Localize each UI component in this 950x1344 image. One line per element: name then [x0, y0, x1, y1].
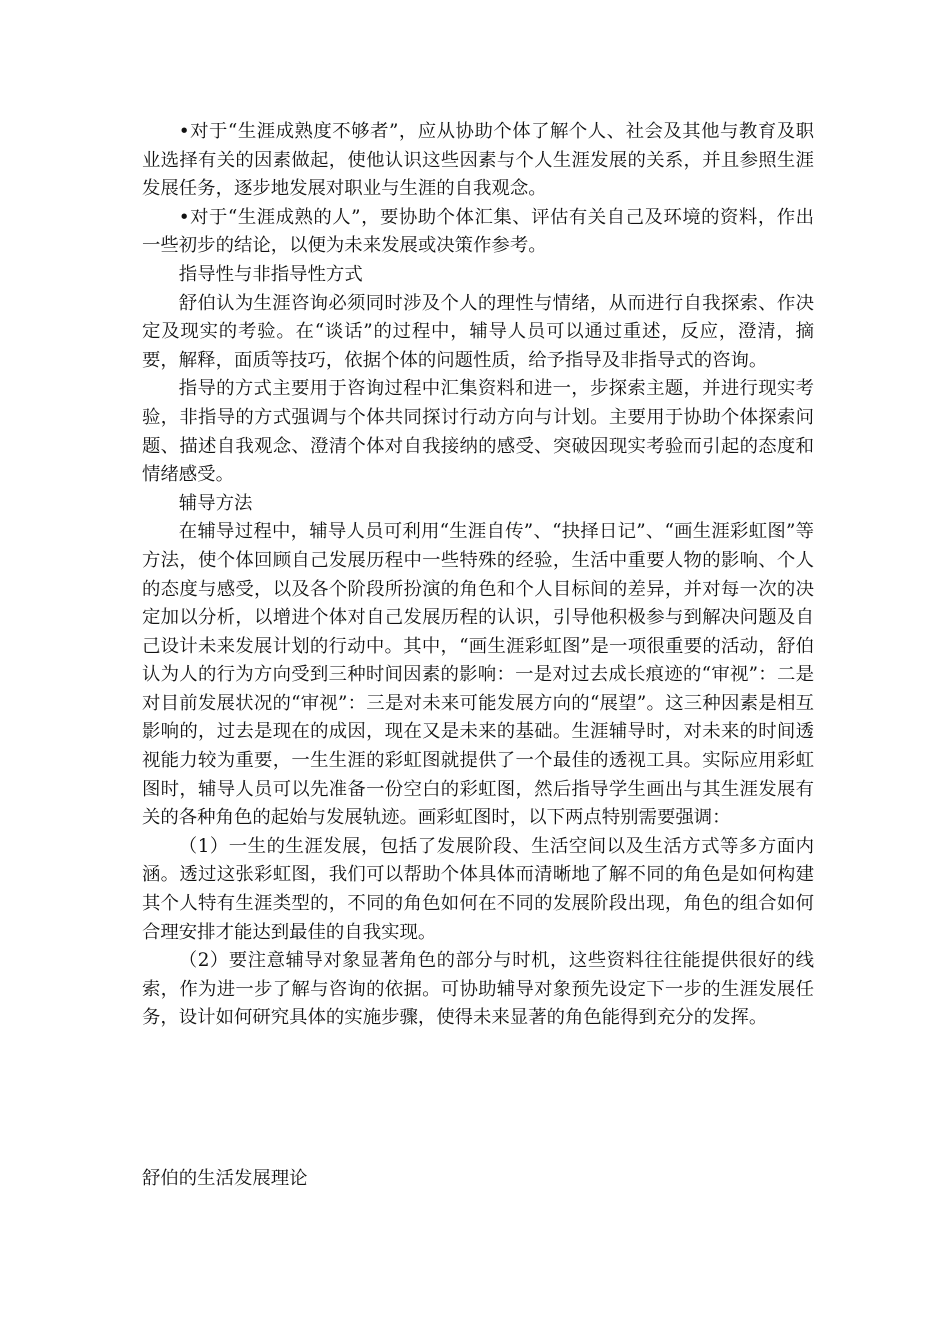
section-title-life-development: 舒伯的生活发展理论 — [142, 1168, 308, 1189]
paragraph-rainbow: 在辅导过程中，辅导人员可利用“生涯自传”、“抉择日记”、“画生涯彩虹图”等方法，使个体回顾自己发展历程中一些特殊的经验，生活中重要人物的影响、个人的态度与感受，以及各个阶段所扮演的角色和个人目标间的差异，并对每一次的决定加以分析，以增进个体对自己发展历程的认识，引导他积极参与到解决问题及自己设计未来发展计划的行动中。其中，“画生涯彩虹图”是一项很重要的活动，舒伯认为人的行为方向受到三种时间因素的影响：一是对过去成长痕迹的“审视”：二是对目前发展状况的“审视”：三是对未来可能发展方向的“展望”。这三种因素是相互影响的，过去是现在的成因，现在又是未来的基础。生涯辅导时，对未来的时间透视能力较为重要，一生生涯的彩虹图就提供了一个最佳的透视工具。实际应用彩虹图时，辅导人员可以先准备一份空白的彩虹图，然后指导学生画出与其生涯发展有关的各种角色的起始与发展轨迹。画彩虹图时，以下两点特别需要强调： — [142, 521, 814, 829]
paragraph-directive-method: 指导的方式主要用于咨询过程中汇集资料和进一，步探索主题，并进行现实考验，非指导的方式强调与个体共同探讨行动方向与计划。主要用于协助个体探索问题、描述自我观念、澄清个体对自我接纳的感受、突破因现实考验而引起的态度和情绪感受。 — [142, 378, 814, 486]
paragraph-immature-bullet: •对于“生涯成熟度不够者”，应从协助个体了解个人、社会及其他与教育及职业选择有关的因素做起，使他认识这些因素与个人生涯发展的关系，并且参照生涯发展任务，逐步地发展对职业与生涯的自我观念。 — [142, 121, 814, 200]
section-heading-methods: 辅导方法 — [178, 492, 253, 514]
paragraph-mature-bullet: •对于“生涯成熟的人”，要协助个体汇集、评估有关自己及环境的资料，作出一些初步的结论，以便为未来发展或决策作参考。 — [142, 206, 814, 257]
section-heading-directive: 指导性与非指导性方式 — [178, 263, 363, 285]
paragraph-point-1: （1）一生的生涯发展，包括了发展阶段、生活空间以及生活方式等多方面内涵。透过这张彩虹图，我们可以帮助个体具体而清晰地了解不同的角色是如何构建其个人特有生涯类型的，不同的角色如何在不同的发展阶段出现，角色的组合如何合理安排才能达到最佳的自我实现。 — [142, 835, 814, 943]
document-body — [142, 118, 814, 1033]
paragraph-counseling: 舒伯认为生涯咨询必须同时涉及个人的理性与情绪，从而进行自我探索、作决定及现实的考验。在“谈话”的过程中，辅导人员可以通过重述，反应，澄清，摘要，解释，面质等技巧，依据个体的问题性质，给予指导及非指导式的咨询。 — [142, 292, 814, 371]
paragraph-point-2: （2）要注意辅导对象显著角色的部分与时机，这些资料往往能提供很好的线索，作为进一步了解与咨询的依据。可协助辅导对象预先设定下一步的生涯发展任务，设计如何研究具体的实施步骤，使得未来显著的角色能得到充分的发挥。 — [142, 950, 814, 1029]
